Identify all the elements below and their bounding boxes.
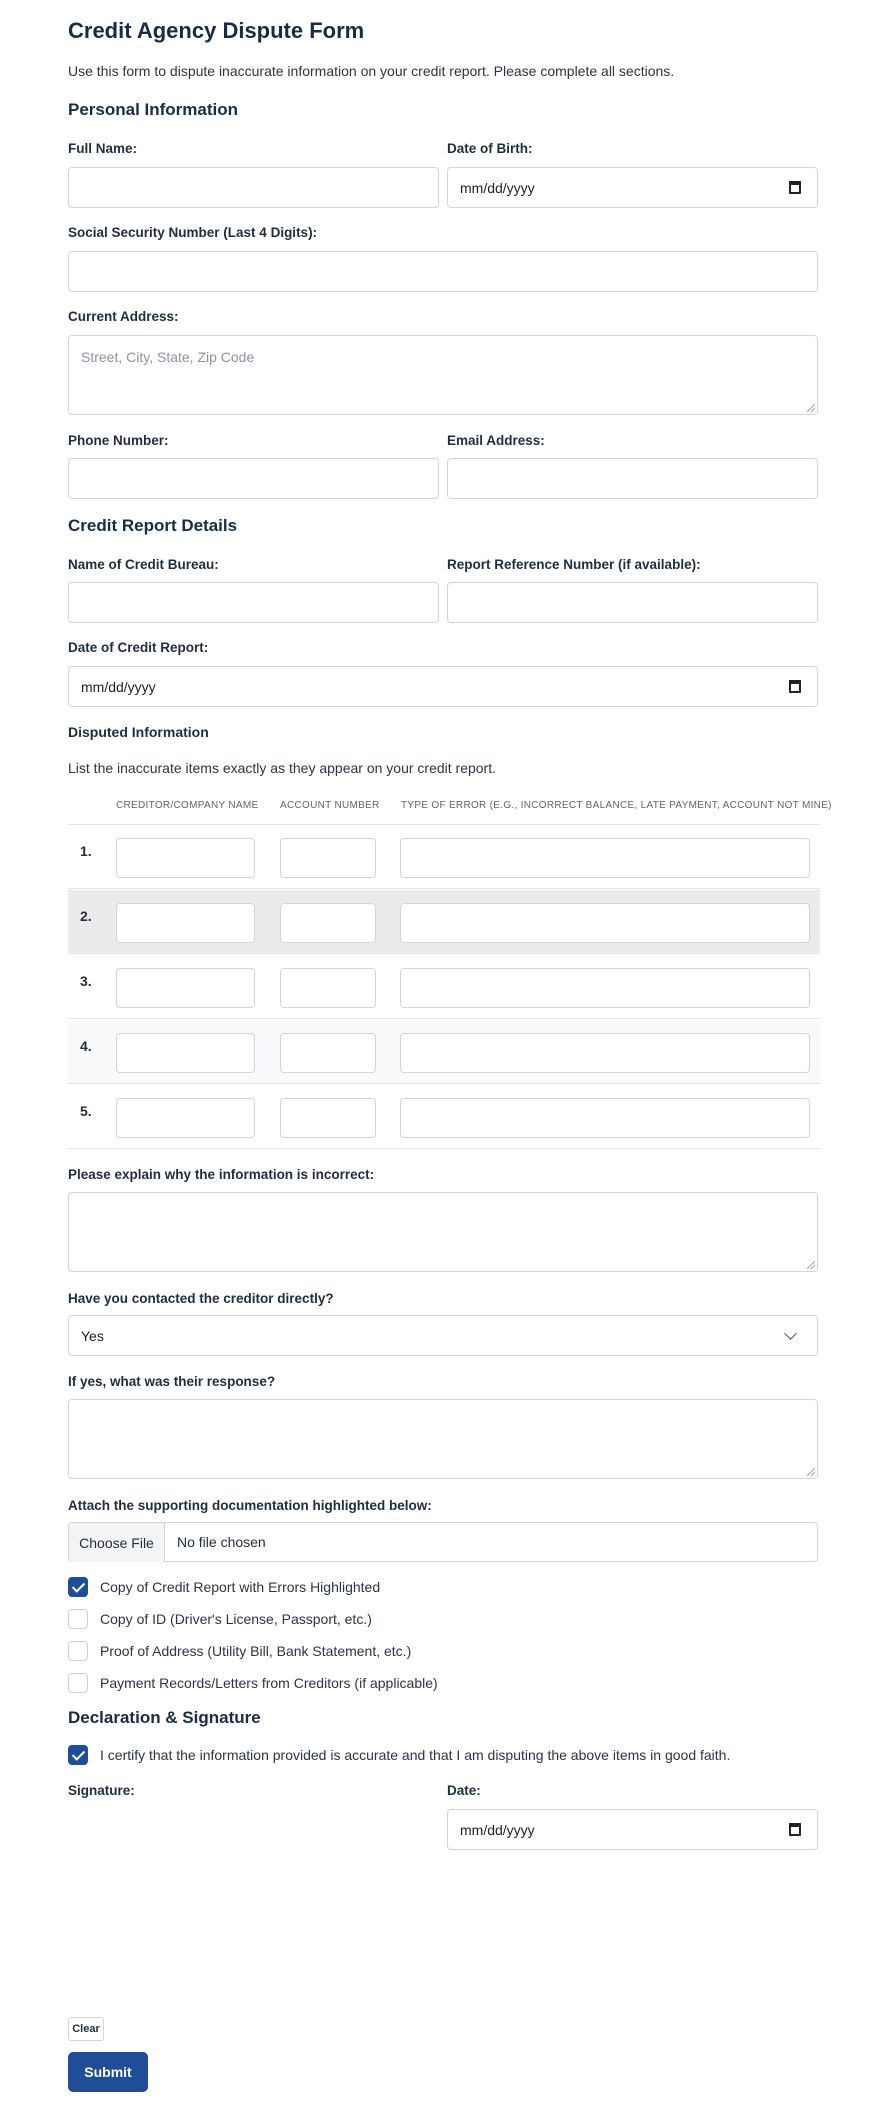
dob-input[interactable] xyxy=(447,167,818,208)
table-row xyxy=(68,890,820,954)
full-name-label: Full Name: xyxy=(68,141,138,156)
table-row xyxy=(68,1020,820,1084)
calendar-icon[interactable] xyxy=(789,181,801,194)
ssn-label: Social Security Number (Last 4 Digits): xyxy=(68,225,318,240)
table-row xyxy=(68,955,820,1019)
response-label: If yes, what was their response? xyxy=(68,1374,276,1389)
signature-date-label: Date: xyxy=(447,1783,481,1798)
table-row xyxy=(68,1085,820,1149)
contacted-selected-value: Yes xyxy=(81,1328,104,1344)
contacted-label: Have you contacted the creditor directly? xyxy=(68,1291,334,1306)
creditor-input[interactable] xyxy=(116,903,255,943)
bureau-label: Name of Credit Bureau: xyxy=(68,557,219,572)
row-number: 3. xyxy=(80,973,92,989)
column-header-account: ACCOUNT NUMBER xyxy=(280,800,380,811)
account-number-input[interactable] xyxy=(280,1098,376,1138)
error-type-input[interactable] xyxy=(400,1033,810,1073)
email-input[interactable] xyxy=(447,458,818,499)
error-type-input[interactable] xyxy=(400,968,810,1008)
row-number: 4. xyxy=(80,1038,92,1054)
address-placeholder: Street, City, State, Zip Code xyxy=(81,349,255,365)
row-number: 5. xyxy=(80,1103,92,1119)
error-type-input[interactable] xyxy=(400,1098,810,1138)
creditor-input[interactable] xyxy=(116,838,255,878)
choose-file-button[interactable]: Choose File xyxy=(69,1523,165,1562)
attachment-label-address: Proof of Address (Utility Bill, Bank Statement, etc.) xyxy=(100,1643,412,1659)
ssn-input[interactable] xyxy=(68,251,818,292)
attachment-label-id: Copy of ID (Driver's License, Passport, etc.) xyxy=(100,1611,372,1627)
address-textarea[interactable] xyxy=(68,335,818,415)
creditor-input[interactable] xyxy=(116,1033,255,1073)
explain-label: Please explain why the information is incorrect: xyxy=(68,1167,375,1182)
column-header-creditor: CREDITOR/COMPANY NAME xyxy=(116,800,259,811)
column-header-error-type: TYPE OF ERROR (E.G., INCORRECT BALANCE, LATE PAYMENT, ACCOUNT NOT MINE) xyxy=(401,800,832,811)
account-number-input[interactable] xyxy=(280,903,376,943)
signature-date-input[interactable] xyxy=(447,1809,818,1850)
table-row xyxy=(68,825,820,889)
email-label: Email Address: xyxy=(447,433,545,448)
attachment-checkbox-credit-report[interactable] xyxy=(68,1577,88,1597)
page-title: Credit Agency Dispute Form xyxy=(68,18,365,43)
certify-checkbox[interactable] xyxy=(68,1745,88,1765)
response-textarea[interactable] xyxy=(68,1399,818,1479)
resize-handle-icon[interactable] xyxy=(807,1468,815,1476)
file-upload-input[interactable] xyxy=(68,1522,818,1562)
signature-pad[interactable] xyxy=(68,1805,439,1985)
full-name-input[interactable] xyxy=(68,167,439,208)
calendar-icon[interactable] xyxy=(789,680,801,693)
declaration-heading: Declaration & Signature xyxy=(68,1708,261,1727)
credit-report-heading: Credit Report Details xyxy=(68,516,238,535)
file-status: No file chosen xyxy=(177,1534,266,1550)
dob-value: mm/dd/yyyy xyxy=(460,180,535,196)
account-number-input[interactable] xyxy=(280,1033,376,1073)
report-date-value: mm/dd/yyyy xyxy=(81,679,156,695)
creditor-input[interactable] xyxy=(116,968,255,1008)
row-number: 2. xyxy=(80,908,92,924)
phone-label: Phone Number: xyxy=(68,433,169,448)
signature-label: Signature: xyxy=(68,1783,135,1798)
clear-signature-button[interactable]: Clear xyxy=(68,2017,104,2041)
attachments-label: Attach the supporting documentation highlighted below: xyxy=(68,1498,432,1513)
account-number-input[interactable] xyxy=(280,838,376,878)
personal-info-heading: Personal Information xyxy=(68,100,239,119)
reference-input[interactable] xyxy=(447,582,818,623)
report-date-label: Date of Credit Report: xyxy=(68,640,209,655)
attachment-checkbox-id[interactable] xyxy=(68,1609,88,1629)
disputed-info-heading: Disputed Information xyxy=(68,724,209,740)
bureau-input[interactable] xyxy=(68,582,439,623)
account-number-input[interactable] xyxy=(280,968,376,1008)
contacted-select[interactable] xyxy=(68,1315,818,1356)
resize-handle-icon[interactable] xyxy=(807,1261,815,1269)
disputed-instructions: List the inaccurate items exactly as they appear on your credit report. xyxy=(68,760,496,776)
attachment-label-credit-report: Copy of Credit Report with Errors Highlighted xyxy=(100,1579,381,1595)
reference-label: Report Reference Number (if available): xyxy=(447,557,701,572)
attachment-checkbox-payment-records[interactable] xyxy=(68,1673,88,1693)
creditor-input[interactable] xyxy=(116,1098,255,1138)
explain-textarea[interactable] xyxy=(68,1192,818,1272)
error-type-input[interactable] xyxy=(400,838,810,878)
report-date-input[interactable] xyxy=(68,666,818,707)
attachment-label-payment-records: Payment Records/Letters from Creditors (if applicable) xyxy=(100,1675,438,1691)
calendar-icon[interactable] xyxy=(789,1823,801,1836)
dob-label: Date of Birth: xyxy=(447,141,533,156)
form-intro: Use this form to dispute inaccurate information on your credit report. Please complete all sections. xyxy=(68,63,675,79)
certify-label: I certify that the information provided is accurate and that I am disputing the above items in good faith. xyxy=(100,1747,731,1763)
signature-date-value: mm/dd/yyyy xyxy=(460,1822,535,1838)
address-label: Current Address: xyxy=(68,309,179,324)
chevron-down-icon xyxy=(784,1327,797,1340)
error-type-input[interactable] xyxy=(400,903,810,943)
resize-handle-icon[interactable] xyxy=(807,404,815,412)
row-number: 1. xyxy=(80,843,92,859)
submit-button[interactable]: Submit xyxy=(68,2052,148,2092)
attachment-checkbox-address[interactable] xyxy=(68,1641,88,1661)
phone-input[interactable] xyxy=(68,458,439,499)
